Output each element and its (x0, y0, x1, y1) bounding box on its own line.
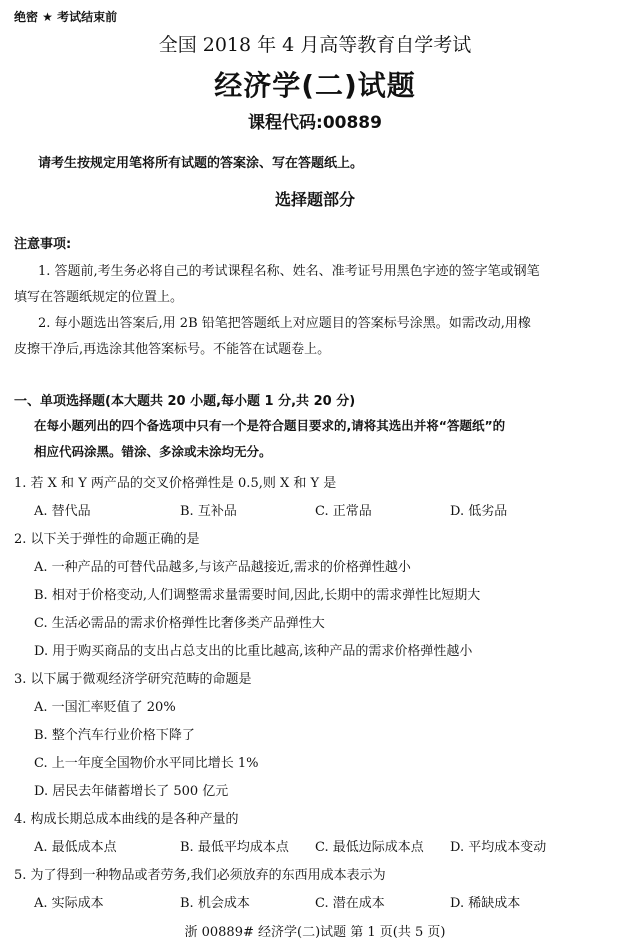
exam-title: 全国 2018 年 4 月高等教育自学考试 (158, 34, 472, 56)
course-code: 课程代码:00889 (248, 113, 382, 133)
question-1-option-a: A. 替代品 (34, 504, 91, 519)
notes-heading: 注意事项: (14, 237, 72, 252)
question-4-option-a: A. 最低成本点 (34, 840, 117, 855)
subject-title: 经济学(二)试题 (214, 69, 416, 102)
page-footer: 浙 00889# 经济学(二)试题 第 1 页(共 5 页) (184, 925, 446, 940)
question-4-option-b: B. 最低平均成本点 (180, 840, 289, 855)
question-5-option-c: C. 潜在成本 (315, 896, 385, 911)
question-5-stem: 5. 为了得到一种物品或者劳务,我们必须放弃的东西用成本表示为 (14, 868, 386, 883)
question-3-option-b: B. 整个汽车行业价格下降了 (34, 728, 195, 743)
note-item-1-line-1: 1. 答题前,考生务必将自己的考试课程名称、姓名、准考证号用黑色字迹的签字笔或钢笔 (38, 264, 540, 279)
section-title: 选择题部分 (274, 190, 355, 209)
part1-heading: 一、单项选择题(本大题共 20 小题,每小题 1 分,共 20 分) (14, 394, 356, 409)
question-2-option-a: A. 一种产品的可替代品越多,与该产品越接近,需求的价格弹性越小 (34, 560, 411, 575)
question-1-option-c: C. 正常品 (315, 504, 372, 519)
question-2-option-b: B. 相对于价格变动,人们调整需求量需要时间,因此,长期中的需求弹性比短期大 (34, 588, 481, 603)
question-5-option-d: D. 稀缺成本 (450, 896, 521, 911)
question-4-option-c: C. 最低边际成本点 (315, 840, 424, 855)
question-2-option-d: D. 用于购买商品的支出占总支出的比重比越高,该种产品的需求价格弹性越小 (34, 644, 473, 659)
question-3-option-d: D. 居民去年储蓄增长了 500 亿元 (34, 784, 229, 799)
question-2-stem: 2. 以下关于弹性的命题正确的是 (14, 532, 200, 547)
part1-desc-line-2: 相应代码涂黑。错涂、多涂或未涂均无分。 (34, 444, 272, 459)
note-item-2-line-1: 2. 每小题选出答案后,用 2B 铅笔把答题纸上对应题目的答案标号涂黑。如需改动,用橡 (38, 316, 531, 331)
secret-label: 绝密 ★ 考试结束前 (14, 10, 118, 24)
note-item-2-line-2: 皮擦干净后,再选涂其他答案标号。不能答在试题卷上。 (14, 342, 331, 357)
question-3-option-a: A. 一国汇率贬值了 20% (34, 700, 176, 715)
note-item-1-line-2: 填写在答题纸规定的位置上。 (14, 290, 184, 305)
question-1-option-d: D. 低劣品 (450, 504, 508, 519)
question-5-option-a: A. 实际成本 (34, 896, 104, 911)
question-4-option-d: D. 平均成本变动 (450, 840, 547, 855)
question-3-stem: 3. 以下属于微观经济学研究范畴的命题是 (14, 672, 252, 687)
question-3-option-c: C. 上一年度全国物价水平同比增长 1% (34, 756, 259, 771)
answer-instruction: 请考生按规定用笔将所有试题的答案涂、写在答题纸上。 (38, 156, 364, 171)
question-4-stem: 4. 构成长期总成本曲线的是各种产量的 (14, 812, 239, 827)
question-1-stem: 1. 若 X 和 Y 两产品的交叉价格弹性是 0.5,则 X 和 Y 是 (14, 476, 337, 491)
part1-desc-line-1: 在每小题列出的四个备选项中只有一个是符合题目要求的,请将其选出并将“答题纸”的 (34, 418, 506, 433)
question-1-option-b: B. 互补品 (180, 504, 237, 519)
question-5-option-b: B. 机会成本 (180, 896, 250, 911)
question-2-option-c: C. 生活必需品的需求价格弹性比奢侈类产品弹性大 (34, 616, 325, 631)
